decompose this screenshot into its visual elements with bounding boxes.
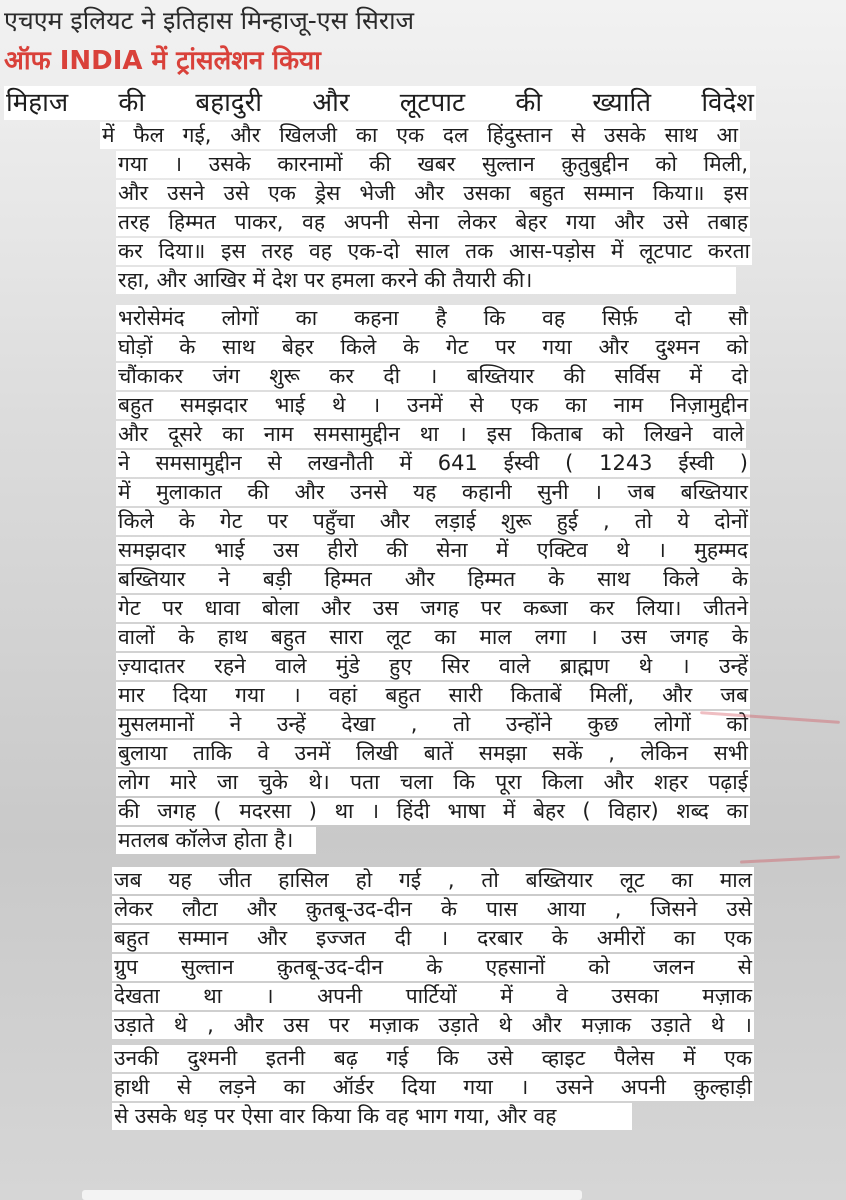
text-line: ग्रुप सुल्तान क़ुतबू-उद-दीन के एहसानों को जलन से	[114, 955, 752, 979]
text-line: और दूसरे का नाम समसामुद्दीन था । इस किताब को लिखने वाले	[118, 422, 744, 446]
text-line: में मुलाकात की और उनसे यह कहानी सुनी । जब बख्तियार	[118, 480, 748, 504]
text-line: देखता था । अपनी पार्टियों में वे उसका मज़ाक	[114, 984, 752, 1008]
header-title-line-2: ऑफ INDIA में ट्रांसलेशन किया	[4, 46, 321, 76]
text-line: बहुत समझदार भाई थे । उनमें से एक का नाम निज़ामुद्दीन	[118, 393, 748, 417]
text-line: हाथी से लड़ने का ऑर्डर दिया गया । उसने अपनी क़ुल्हाड़ी	[114, 1075, 752, 1099]
text-line: लोग मारे जा चुके थे। पता चला कि पूरा किला और शहर पढ़ाई	[118, 770, 748, 794]
text-line: उड़ाते थे , और उस पर मज़ाक उड़ाते थे और मज़ाक उड़ाते थे ।	[114, 1013, 752, 1037]
text-line: बुलाया ताकि वे उनमें लिखी बातें समझा सकें , लेकिन सभी	[118, 741, 748, 765]
text-line: मतलब कॉलेज होता है।	[116, 827, 316, 854]
text-line: बख्तियार ने बड़ी हिम्मत और हिम्मत के साथ किले के	[118, 567, 748, 591]
text-line: समझदार भाई उस हीरो की सेना में एक्टिव थे । मुहम्मद	[118, 538, 748, 562]
text-line: लेकर लौटा और क़ुतबू-उद-दीन के पास आया , जिसने उसे	[114, 897, 752, 921]
text-line: ज़्यादातर रहने वाले मुंडे हुए सिर वाले ब्राह्मण थे । उन्हें	[118, 654, 748, 678]
text-line: मुसलमानों ने उन्हें देखा , तो उन्होंने कुछ लोगों को	[118, 712, 748, 736]
text-line: रहा, और आखिर में देश पर हमला करने की तैयारी की।	[116, 267, 736, 294]
text-line: से उसके धड़ पर ऐसा वार किया कि वह भाग गया, और वह	[112, 1103, 632, 1130]
header-title-line-1: एचएम इलियट ने इतिहास मिन्हाजू-एस सिराज	[4, 6, 415, 35]
text-line: की जगह ( मदरसा ) था । हिंदी भाषा में बेहर ( विहार) शब्द का	[118, 799, 748, 823]
paper-mark	[740, 855, 840, 863]
text-line: जब यह जीत हासिल हो गई , तो बख्तियार लूट का माल	[114, 868, 752, 892]
text-line: किले के गेट पर पहुँचा और लड़ाई शुरू हुई , तो ये दोनों	[118, 509, 748, 533]
text-line: कर दिया॥ इस तरह वह एक-दो साल तक आस-पड़ोस में लूटपाट करता	[118, 239, 750, 263]
text-line: तरह हिम्मत पाकर, वह अपनी सेना लेकर बेहर गया और उसे तबाह	[118, 210, 748, 234]
text-line: बहुत सम्मान और इज्जत दी । दरबार के अमीरों का एक	[114, 926, 752, 950]
text-line-first: मिहाज की बहादुरी और लूटपाट की ख्याति विदेश	[6, 88, 754, 118]
text-line: घोड़ों के साथ बेहर किले के गेट पर गया और दुश्मन को	[118, 335, 748, 359]
text-line: गेट पर धावा बोला और उस जगह पर कब्जा कर लिया। जीतने	[118, 596, 748, 620]
text-line: में फैल गई, और खिलजी का एक दल हिंदुस्तान से उसके साथ आ	[102, 123, 738, 147]
text-line: मार दिया गया । वहां बहुत सारी किताबें मिलीं, और जब	[118, 683, 748, 707]
text-line: वालों के हाथ बहुत सारा लूट का माल लगा । उस जगह के	[118, 625, 748, 649]
cut-off-line	[82, 1190, 582, 1200]
text-line: ने समसामुद्दीन से लखनौती में 641 ईस्वी ( 1243 ईस्वी )	[118, 451, 748, 475]
text-line: उनकी दुश्मनी इतनी बढ़ गई कि उसे व्हाइट पैलेस में एक	[114, 1046, 752, 1070]
text-line: भरोसेमंद लोगों का कहना है कि वह सिर्फ़ दो सौ	[118, 306, 748, 330]
text-line: गया । उसके कारनामों की खबर सुल्तान क़ुतुबुद्दीन को मिली,	[118, 152, 748, 176]
text-line: और उसने उसे एक ड्रेस भेजी और उसका बहुत सम्मान किया॥ इस	[118, 181, 748, 205]
text-line: चौंकाकर जंग शुरू कर दी । बख्तियार की सर्विस में दो	[118, 364, 748, 388]
